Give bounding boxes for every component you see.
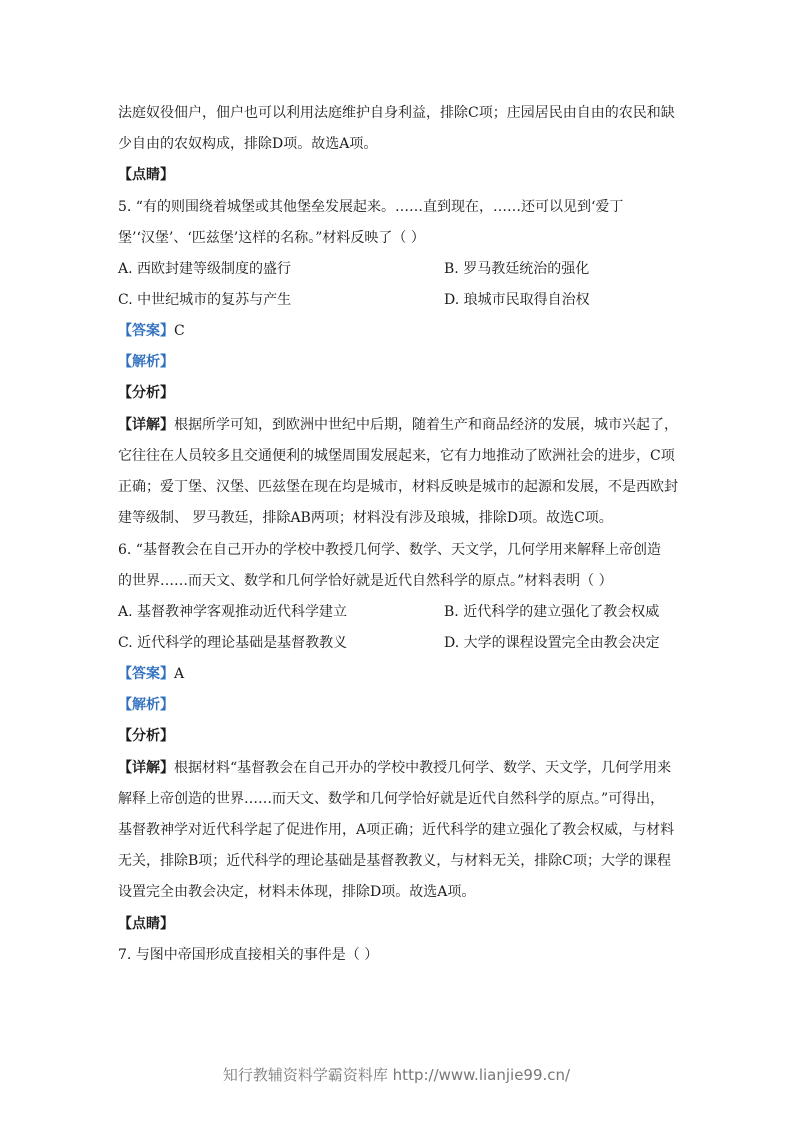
- footer-watermark: 知行教辅资料学霸资料库 http://www.lianjie99.cn/: [222, 1066, 571, 1084]
- question-6-stem: 6. “基督教会在自己开办的学校中教授几何学、数学、天文学，几何学用来解释上帝创造: [118, 542, 661, 558]
- question-6-detail: 基督教神学对近代科学起了促进作用，A项正确；近代科学的建立强化了教会权威，与材料: [118, 822, 675, 838]
- detail-label: 【详解】: [118, 417, 174, 433]
- question-5-option-d: D. 琅城市民取得自治权: [444, 292, 590, 308]
- question-5-option-c: C. 中世纪城市的复苏与产生: [118, 292, 292, 308]
- answer-label: 【答案】: [118, 323, 174, 339]
- question-6-option-c: C. 近代科学的理论基础是基督教教义: [118, 635, 348, 651]
- fenxi-label: 【分析】: [118, 728, 174, 744]
- question-6-option-b: B. 近代科学的建立强化了教会权威: [444, 604, 660, 620]
- detail-text: 根据材料“基督教会在自己开办的学校中教授几何学、数学、天文学，几何学用来: [174, 760, 672, 776]
- question-5-option-a: A. 西欧封建等级制度的盛行: [118, 261, 292, 277]
- text-line: 少自由的农奴构成，排除D项。故选A项。: [118, 136, 378, 152]
- fenxi-label: 【分析】: [118, 385, 174, 401]
- question-5-stem: 堡’‘汉堡’、‘匹兹堡’这样的名称。”材料反映了（ ）: [118, 230, 425, 246]
- question-6-detail: [118, 759, 678, 777]
- question-6-answer: [118, 665, 678, 683]
- question-6-detail: 无关，排除B项；近代科学的理论基础是基督教教义，与材料无关，排除C项；大学的课程: [118, 853, 671, 869]
- question-5-option-b: B. 罗马教廷统治的强化: [444, 261, 590, 277]
- question-5-detail: 正确；爱丁堡、汉堡、匹兹堡在现在均是城市，材料反映是城市的起源和发展，不是西欧封: [118, 479, 678, 495]
- dianjing-label: 【点睛】: [118, 916, 174, 932]
- question-6-option-d: D. 大学的课程设置完全由教会决定: [444, 635, 660, 651]
- question-6-stem: 的世界……而天文、数学和几何学恰好就是近代自然科学的原点。”材料表明（ ）: [118, 573, 613, 589]
- question-5-detail: 建等级制、 罗马教廷，排除AB两项；材料没有涉及琅城，排除D项。故选C项。: [118, 510, 613, 526]
- detail-label: 【详解】: [118, 760, 174, 776]
- jiexi-label: 【解析】: [118, 697, 174, 713]
- question-5-detail: [118, 416, 678, 434]
- answer-value: C: [174, 323, 185, 339]
- text-line: 法庭奴役佃户，佃户也可以利用法庭维护自身利益，排除C项；庄园居民由自由的农民和缺: [118, 105, 675, 121]
- answer-label: 【答案】: [118, 666, 174, 682]
- question-5-answer: [118, 322, 678, 340]
- dianjing-label: 【点睛】: [118, 167, 174, 183]
- question-6-detail: 设置完全由教会决定，材料未体现，排除D项。故选A项。: [118, 884, 476, 900]
- question-6-detail: 解释上帝创造的世界……而天文、数学和几何学恰好就是近代自然科学的原点。”可得出，: [118, 791, 665, 807]
- question-6-option-a: A. 基督教神学客观推动近代科学建立: [118, 604, 348, 620]
- question-5-stem: 5. “有的则围绕着城堡或其他堡垒发展起来。……直到现在，……还可以见到‘爱丁: [118, 199, 624, 215]
- question-5-detail: 它往往在人员较多且交通便利的城堡周围发展起来，它有力地推动了欧洲社会的进步，C项: [118, 448, 675, 464]
- question-7-stem: 7. 与图中帝国形成直接相关的事件是（ ）: [118, 947, 379, 963]
- answer-value: A: [174, 666, 185, 682]
- jiexi-label: 【解析】: [118, 354, 174, 370]
- detail-text: 根据所学可知，到欧洲中世纪中后期，随着生产和商品经济的发展，城市兴起了，: [174, 417, 678, 433]
